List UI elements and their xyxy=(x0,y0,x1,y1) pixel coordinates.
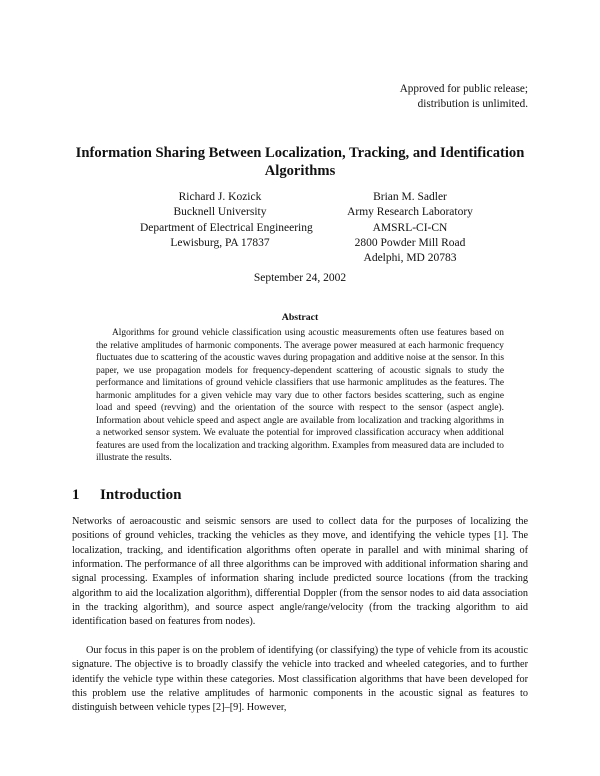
release-line-1: Approved for public release; xyxy=(399,83,528,95)
author-affiliation-line: Lewisburg, PA 17837 xyxy=(170,236,270,249)
paper-title: Information Sharing Between Localization, Tracking, and Identification Algorithms xyxy=(75,145,525,179)
author-affiliation-line: Department of Electrical Engineering xyxy=(140,221,313,234)
release-line-2: distribution is unlimited. xyxy=(417,98,528,110)
section-heading xyxy=(72,487,181,504)
author-kozick xyxy=(140,190,313,251)
intro-paragraph-2: Our focus in this paper is on the problem of identifying (or classifying) the type of vehicle from its acoustic signature. The objective is to broadly classify the vehicle into tracked and wheeled categories, and to further identify the vehicle type within these categories. Most classification algorithms that have been developed for this problem use the relative amplitudes of harmonic components in the acoustic signal as features to distinguish between vehicle types [2]–[9]. However, xyxy=(72,645,528,714)
intro-paragraph-1: Networks of aeroacoustic and seismic sensors are used to collect data for the purposes of localizing the positions of ground vehicles, tracking the vehicles as they move, and identifying the vehicle types [1]. The localization, tracking, and identification algorithms often operate in parallel and with minimal sharing of information. The performance of all three algorithms can be improved with additional information sharing and signal processing. Examples of information sharing include predicted source locations (from the tracking algorithm to aid the localization algorithm), differential Doppler (from the sensor nodes to aid data association in the tracking algorithm), and source aspect angle/range/velocity (from the tracking algorithm to aid identification based on features from nodes). xyxy=(72,516,528,628)
section-number: 1 xyxy=(72,487,80,503)
author-name: Brian M. Sadler xyxy=(373,191,447,203)
author-affiliation-line: Adelphi, MD 20783 xyxy=(363,252,457,265)
author-affiliation-line: Bucknell University xyxy=(173,206,267,219)
abstract-text: Algorithms for ground vehicle classification using acoustic measurements often use features based on the relative amplitudes of harmonic components. The average power measured at each harmonic frequency fluctuates due to scattering of the acoustic waves during propagation and additive noise at the sensor. In this paper, we use propagation models for frequency-dependent scattering of acoustic signals to study the performance and limitations of ground vehicle classifiers that use harmonic amplitudes as the features. The harmonic amplitudes for a given vehicle may vary due to other factors besides scattering, such as engine load and speed (revving) and the orientation of the source with respect to the sensor (aspect angle). Information about vehicle speed and aspect angle are available from localization and tracking algorithms in a networked sensor system. We evaluate the potential for improved classification accuracy when additional features are used from the localization and tracking algorithm. Examples from measured data are included to illustrate the results. xyxy=(96,328,504,463)
abstract-heading: Abstract xyxy=(281,312,319,323)
author-name: Richard J. Kozick xyxy=(178,191,262,203)
section-title: Introduction xyxy=(100,487,182,503)
author-affiliation-line: AMSRL-CI-CN xyxy=(372,221,448,234)
author-affiliation-line: 2800 Powder Mill Road xyxy=(354,236,466,249)
author-affiliation-line: Army Research Laboratory xyxy=(347,206,473,219)
paper-date: September 24, 2002 xyxy=(253,272,347,284)
author-sadler xyxy=(325,190,495,266)
release-statement xyxy=(328,82,528,112)
